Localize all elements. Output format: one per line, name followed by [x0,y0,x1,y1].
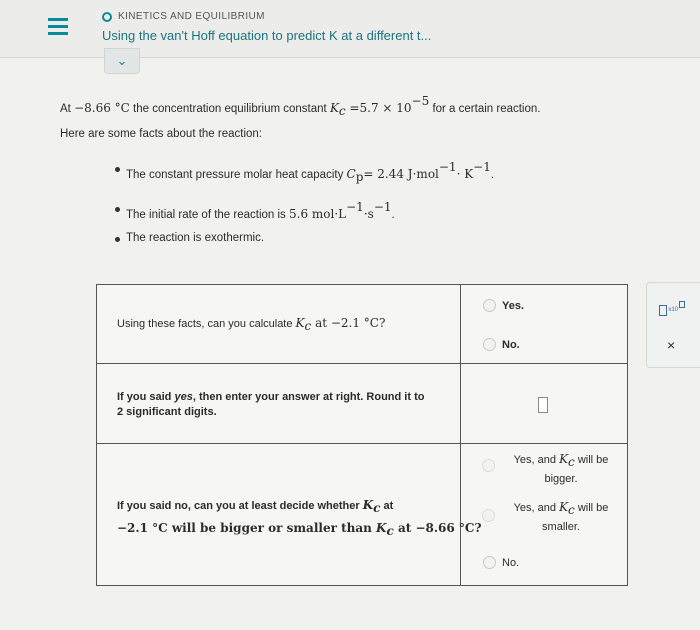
radio-no-decide-option[interactable]: No. [483,556,519,569]
scientific-notation-button[interactable]: x10 [659,301,685,317]
question-bigger-smaller: If you said no, can you at least decide whether $K_c$ at −2.1 °C will be bigger or smaller than $K_c$ at −8.66 °C? [117,498,482,539]
topic-label [102,11,265,22]
bullet-icon [115,207,120,212]
fact-heat-capacity: The constant pressure molar heat capacity $C_p= 2.44$ $J\cdot mol^{-1}\cdot K^{-1}$. [126,160,495,185]
fact-exothermic: The reaction is exothermic. [126,232,265,244]
question-table [96,284,628,586]
table-divider [97,443,627,444]
table-divider [97,363,627,364]
menu-icon[interactable] [48,18,68,36]
topic-status-icon [102,12,112,22]
expand-chevron-button[interactable] [104,48,140,74]
bullet-icon [115,167,120,172]
fact-initial-rate: The initial rate of the reaction is 5.6 $mol\cdot L^{-1}\cdot s^{-1}$. [126,200,395,221]
radio-button[interactable] [483,338,496,351]
answer-input[interactable] [538,397,548,413]
radio-yes-option[interactable]: Yes. [483,299,524,312]
bullet-icon [115,237,120,242]
option-bigger[interactable]: Yes, and $K_c$ will be bigger. [513,452,609,486]
question-can-calculate: Using these facts, can you calculate $K_c$ at −2.1 °C? [117,316,386,334]
radio-button[interactable] [483,299,496,312]
facts-heading: Here are some facts about the reaction: [60,128,262,140]
radio-no-option[interactable]: No. [483,338,520,351]
question-enter-answer: If you said yes, then enter your answer at right. Round it to 2 significant digits. [117,391,425,418]
exponent-box-icon [679,301,685,308]
option-smaller[interactable]: Yes, and $K_c$ will be smaller. [513,500,609,534]
page-title: Using the van't Hoff equation to predict K at a different t... [102,28,432,43]
close-icon[interactable]: × [667,337,676,353]
radio-bigger-button[interactable] [482,459,495,472]
chevron-down-icon: ⌄ [116,53,128,68]
topic-text: KINETICS AND EQUILIBRIUM [118,11,265,22]
intro-sentence: At −8.66 °C the concentration equilibrium constant $K_c =5.7 \times 10^{-5}$ for a certain reaction. [60,94,541,119]
radio-smaller-button[interactable] [482,509,495,522]
radio-button[interactable] [483,556,496,569]
box-icon [659,305,667,316]
answer-tools-panel [646,282,700,368]
